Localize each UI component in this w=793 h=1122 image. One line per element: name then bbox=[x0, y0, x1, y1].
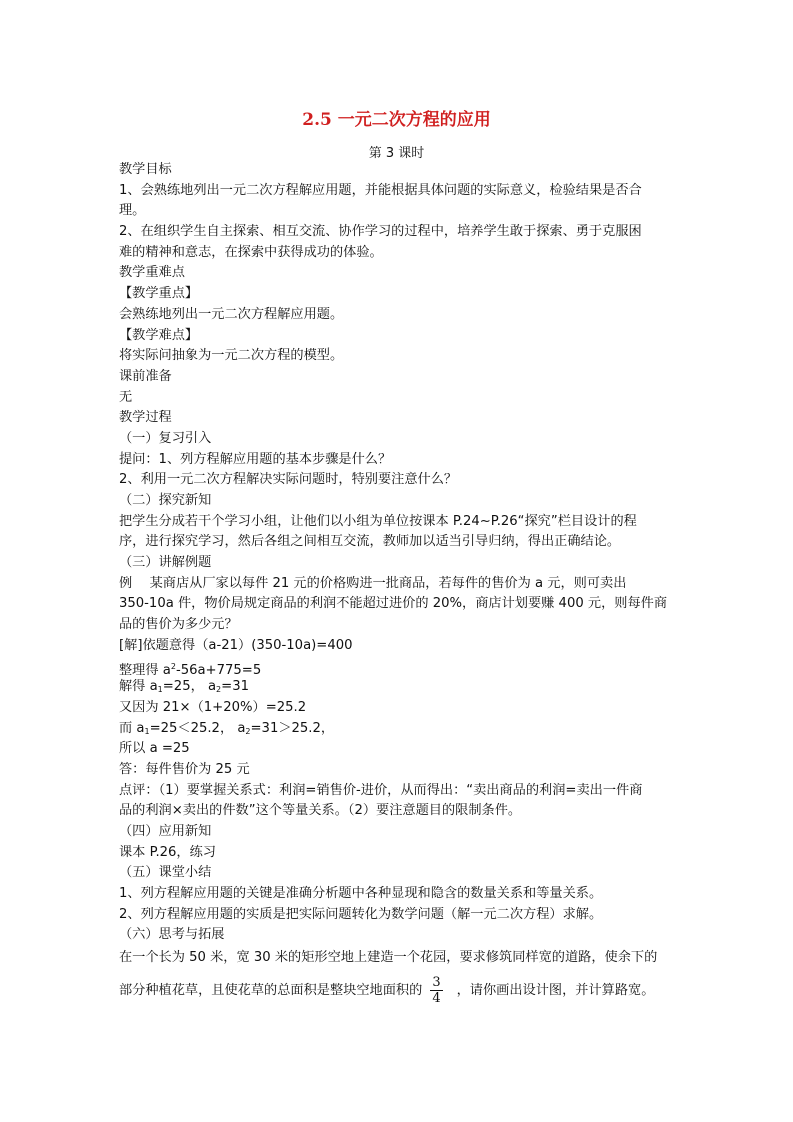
solution-line: 又因为 21×（1+20%）=25.2 bbox=[119, 699, 307, 715]
paragraph-line: 品的利润×卖出的件数”这个等量关系。（2）要注意题目的限制条件。 bbox=[119, 803, 522, 819]
document-subtitle: 第 3 课时 bbox=[368, 146, 425, 161]
solution-text: -56a+775=5 bbox=[175, 662, 262, 678]
solution-text: =25＜25.2， a bbox=[149, 720, 246, 736]
section-heading-key-points: 教学重难点 bbox=[119, 265, 185, 281]
solution-text: 而 a bbox=[119, 720, 145, 736]
fraction-denominator: 4 bbox=[432, 990, 441, 1006]
subheading-difficulty: 【教学难点】 bbox=[119, 327, 199, 343]
paragraph-line: 会熟练地列出一元二次方程解应用题。 bbox=[119, 306, 344, 322]
paragraph-line: 点评：（1）要掌握关系式：利润=销售价-进价，从而得出：“卖出商品的利润=卖出一件商 bbox=[119, 782, 643, 798]
step-heading-explore: （二）探究新知 bbox=[119, 493, 212, 508]
solution-line bbox=[119, 677, 679, 698]
step-heading-example: （三）讲解例题 bbox=[119, 555, 212, 571]
document-body bbox=[119, 160, 679, 1011]
subscript: 1 bbox=[144, 726, 150, 736]
solution-text: =25， a bbox=[162, 679, 217, 695]
solution-text: =31＞25.2， bbox=[250, 720, 335, 736]
subscript: 1 bbox=[157, 685, 163, 695]
section-heading-process: 教学过程 bbox=[119, 410, 172, 426]
paragraph-line: 将实际问抽象为一元二次方程的模型。 bbox=[119, 348, 344, 364]
paragraph-line: 例 某商店从厂家以每件 21 元的价格购进一批商品，若每件的售价为 a 元，则可卖出 bbox=[119, 575, 627, 591]
paragraph-text: 部分种植花草，且使花草的总面积是整块空地面积的 bbox=[119, 983, 423, 999]
paragraph-line: 2、列方程解应用题的实质是把实际问题转化为数学问题（解一元二次方程）求解。 bbox=[119, 906, 603, 922]
solution-line: 所以 a =25 bbox=[119, 741, 190, 757]
paragraph-line: 1、会熟练地列出一元二次方程解应用题，并能根据具体问题的实际意义，检验结果是否合 bbox=[119, 182, 642, 198]
paragraph-line: 课本 P.26，练习 bbox=[119, 844, 216, 860]
answer-line: 答：每件售价为 25 元 bbox=[119, 761, 250, 777]
paragraph-line: 2、利用一元二次方程解决实际问题时，特别要注意什么？ bbox=[119, 472, 458, 488]
paragraph-text: ，请你画出设计图，并计算路宽。 bbox=[456, 983, 655, 999]
paragraph-line: 难的精神和意志，在探索中获得成功的体验。 bbox=[119, 244, 383, 260]
solution-text: =31 bbox=[221, 679, 249, 695]
subheading-focus: 【教学重点】 bbox=[119, 286, 199, 302]
step-heading-extension: （六）思考与拓展 bbox=[119, 927, 225, 943]
fraction bbox=[430, 975, 442, 1006]
paragraph-line: 理。 bbox=[119, 203, 146, 219]
solution-text: 解得 a bbox=[119, 679, 158, 695]
step-heading-summary: （五）课堂小结 bbox=[119, 865, 212, 881]
paragraph-line: 2、在组织学生自主探索、相互交流、协作学习的过程中，培养学生敢于探索、勇于克服困 bbox=[119, 224, 642, 240]
superscript: 2 bbox=[170, 661, 176, 671]
step-heading-apply: （四）应用新知 bbox=[119, 824, 212, 839]
paragraph-line: 350-10a 件，物价局规定商品的利润不能超过进价的 20%，商店计划要赚 400 元，则每件商 bbox=[119, 596, 668, 612]
step-heading-review: （一）复习引入 bbox=[119, 430, 212, 446]
paragraph-line-with-fraction bbox=[119, 970, 679, 1011]
section-heading-objectives: 教学目标 bbox=[119, 162, 172, 177]
subscript: 2 bbox=[245, 726, 251, 736]
solution-line: [解]依题意得（a-21）(350-10a)=400 bbox=[119, 637, 353, 653]
paragraph-line: 提问：1、列方程解应用题的基本步骤是什么？ bbox=[119, 451, 392, 467]
paragraph-line: 把学生分成若干个学习小组，让他们以小组为单位按课本 P.24~P.26“探究”栏目设计的程 bbox=[119, 513, 637, 529]
paragraph-line: 品的售价为多少元？ bbox=[119, 617, 238, 633]
section-heading-preparation: 课前准备 bbox=[119, 368, 172, 384]
paragraph-line: 1、列方程解应用题的关键是准确分析题中各种显现和隐含的数量关系和等量关系。 bbox=[119, 886, 603, 902]
paragraph-line: 无 bbox=[119, 389, 133, 405]
solution-text: 整理得 a bbox=[119, 662, 171, 678]
fraction-numerator: 3 bbox=[432, 974, 441, 990]
solution-line bbox=[119, 657, 679, 678]
document-title: 2.5 一元二次方程的应用 bbox=[302, 110, 491, 130]
subscript: 2 bbox=[216, 685, 222, 695]
solution-line bbox=[119, 719, 679, 740]
paragraph-line: 序，进行探究学习，然后各组之间相互交流，教师加以适当引导归纳，得出正确结论。 bbox=[119, 534, 621, 550]
paragraph-line: 在一个长为 50 米，宽 30 米的矩形空地上建造一个花园，要求修筑同样宽的道路，使余下的 bbox=[119, 950, 658, 966]
